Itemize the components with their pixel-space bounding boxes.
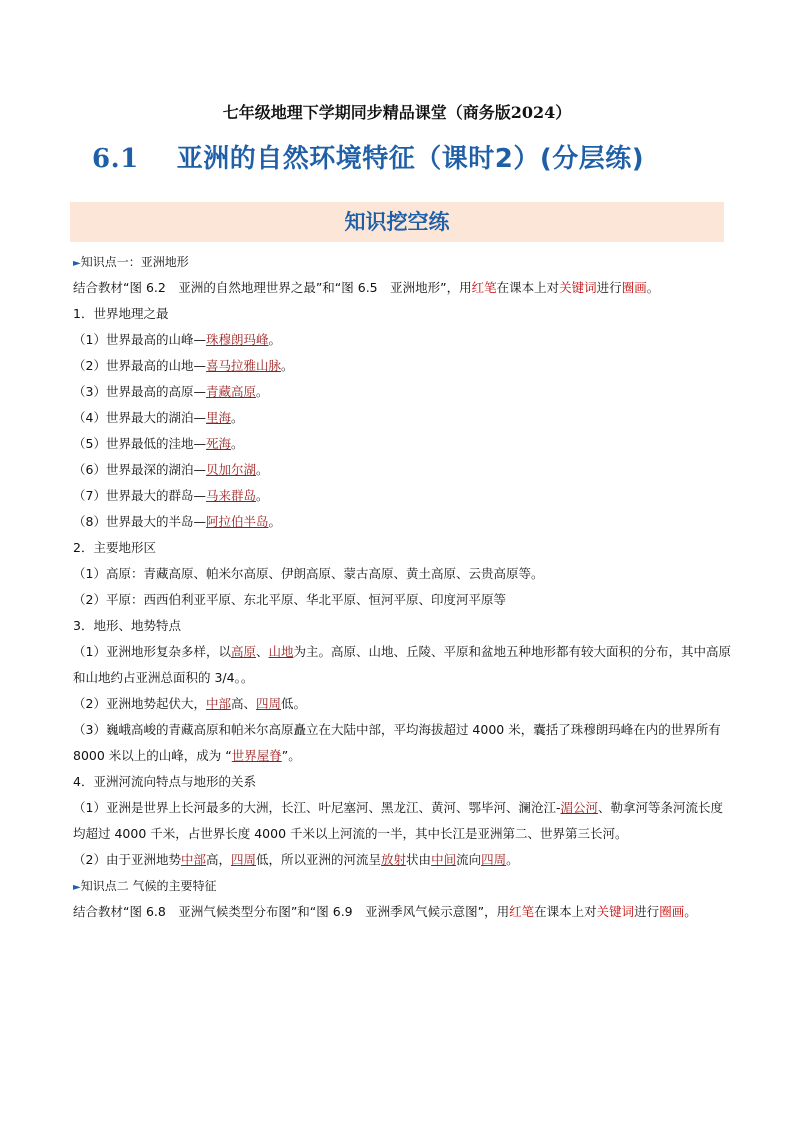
answer-blank: 中部 [180,852,206,867]
list-item [73,379,733,405]
answer-blank: 放射 [381,852,407,867]
answer-blank: 中部 [205,696,231,711]
item-prefix: （5）世界最低的洼地— [73,436,206,451]
paragraph [73,717,733,769]
knowledge-point-2 [73,873,733,899]
item-suffix: 。 [280,358,294,373]
item-prefix: （4）世界最大的湖泊— [73,410,206,425]
paragraph [73,847,733,873]
paragraph [73,639,733,691]
answer-blank: 死海 [205,436,231,451]
answer-blank: 马来群岛 [205,488,256,503]
paragraph [73,795,733,847]
para-text: 、勒拿河等条河流长度均超过 4000 千米，占世界长度 4000 千米以上河流的一半，其中长江是亚洲第二、世界第三长河。 [73,800,723,841]
kp2-intro [73,899,733,925]
section-2-title: 2．主要地形区 [73,540,156,555]
list-item [73,353,733,379]
keyword-text: 关键词 [559,280,597,295]
knowledge-point-label: 知识点二 气候的主要特征 [80,879,217,893]
para-text: 流向 [456,852,482,867]
list-item [73,405,733,431]
answer-blank: 世界屋脊 [231,748,282,763]
series-title: 七年级地理下学期同步精品课堂（商务版2024） [222,103,572,122]
kp1-intro [73,275,733,301]
section-1-title: 1．世界地理之最 [73,306,169,321]
item-suffix: 。 [255,384,269,399]
para-text: ”。 [281,748,301,763]
circle-text: 圈画 [659,904,685,919]
item-suffix: 。 [255,488,269,503]
para-text: 状由 [406,852,432,867]
red-pen-text: 红笔 [471,280,497,295]
para-text: （2）亚洲地势起伏大， [73,696,206,711]
para-text: （1）亚洲地形复杂多样，以 [73,644,231,659]
answer-blank: 中间 [431,852,457,867]
answer-blank: 山地 [268,644,294,659]
intro-text: 进行 [596,280,622,295]
item-prefix: （3）世界最高的高原— [73,384,206,399]
answer-blank: 青藏高原 [205,384,256,399]
para-text: 高、 [230,696,256,711]
intro-text: 结合教材“图 6.2 亚洲的自然地理世界之最”和“图 6.5 亚洲地形”，用 [73,280,472,295]
para-text: 为主。高原、山地、丘陵、平原和盆地五种地形都有较大面积的分布，其中高原和山地约占亚洲总面积的 3/4。。 [73,644,732,685]
answer-blank: 四周 [256,696,282,711]
intro-text: 进行 [634,904,660,919]
intro-text: 在课本上对 [534,904,597,919]
knowledge-point-1 [73,249,733,275]
red-pen-text: 红笔 [509,904,535,919]
section-band: 知识挖空练 [70,202,724,242]
para-text: （1）亚洲是世界上长河最多的大洲，长江、叶尼塞河、黑龙江、黄河、鄂毕河、澜沧江- [73,800,561,815]
item-suffix: 。 [255,462,269,477]
answer-blank: 贝加尔湖 [205,462,256,477]
item-suffix: 。 [230,436,244,451]
item-suffix: 。 [268,514,281,529]
para-text: 高， [205,852,231,867]
intro-text: 在课本上对 [496,280,560,295]
knowledge-point-label: 知识点一：亚洲地形 [80,255,189,269]
item-suffix: 。 [268,332,281,347]
answer-blank: 喜马拉雅山脉 [205,358,281,373]
para-text: 。 [506,852,519,867]
item-prefix: （8）世界最大的半岛— [73,514,206,529]
intro-text: 。 [646,280,660,295]
list-item [73,327,733,353]
plateau-list: （1）高原：青藏高原、帕米尔高原、伊朗高原、蒙古高原、黄土高原、云贵高原等。 [73,566,544,581]
list-item [73,457,733,483]
intro-text: 。 [684,904,697,919]
para-text: 低。 [281,696,307,711]
list-item [73,431,733,457]
paragraph [73,691,733,717]
lesson-title [92,138,644,175]
answer-blank: 里海 [205,410,231,425]
answer-blank: 阿拉伯半岛 [205,514,269,529]
para-text: （3）巍峨高峻的青藏高原和帕米尔高原矗立在大陆中部，平均海拔超过 4000 米，囊括了珠穆朗玛峰在内的世界所有 8000 米以上的山峰，成为 “ [73,722,721,763]
section-3-title: 3．地形、地势特点 [73,618,181,633]
answer-blank: 高原 [230,644,256,659]
para-text: （2）由于亚洲地势 [73,852,181,867]
item-suffix: 。 [230,410,244,425]
answer-blank: 湄公河 [560,800,598,815]
list-item [73,483,733,509]
item-prefix: （1）世界最高的山峰— [73,332,206,347]
para-text: 、 [255,644,269,659]
list-item [73,509,733,535]
triangle-marker-icon: ► [73,258,81,269]
keyword-text: 关键词 [596,904,635,919]
answer-blank: 珠穆朗玛峰 [205,332,269,347]
circle-text: 圈画 [621,280,647,295]
answer-blank: 四周 [231,852,257,867]
para-text: 低，所以亚洲的河流呈 [256,852,382,867]
item-prefix: （6）世界最深的湖泊— [73,462,206,477]
lesson-name: 亚洲的自然环境特征（课时2）(分层练) [176,144,645,174]
intro-text: 结合教材“图 6.8 亚洲气候类型分布图”和“图 6.9 亚洲季风气候示意图”，用 [73,904,510,919]
section-4-title: 4．亚洲河流向特点与地形的关系 [73,774,256,789]
item-prefix: （7）世界最大的群岛— [73,488,206,503]
item-prefix: （2）世界最高的山地— [73,358,206,373]
lesson-number: 6.1 [92,144,139,174]
content-body [73,249,733,925]
plain-list: （2）平原：西西伯利亚平原、东北平原、华北平原、恒河平原、印度河平原等 [73,592,506,607]
answer-blank: 四周 [481,852,507,867]
triangle-marker-icon: ► [73,882,81,893]
